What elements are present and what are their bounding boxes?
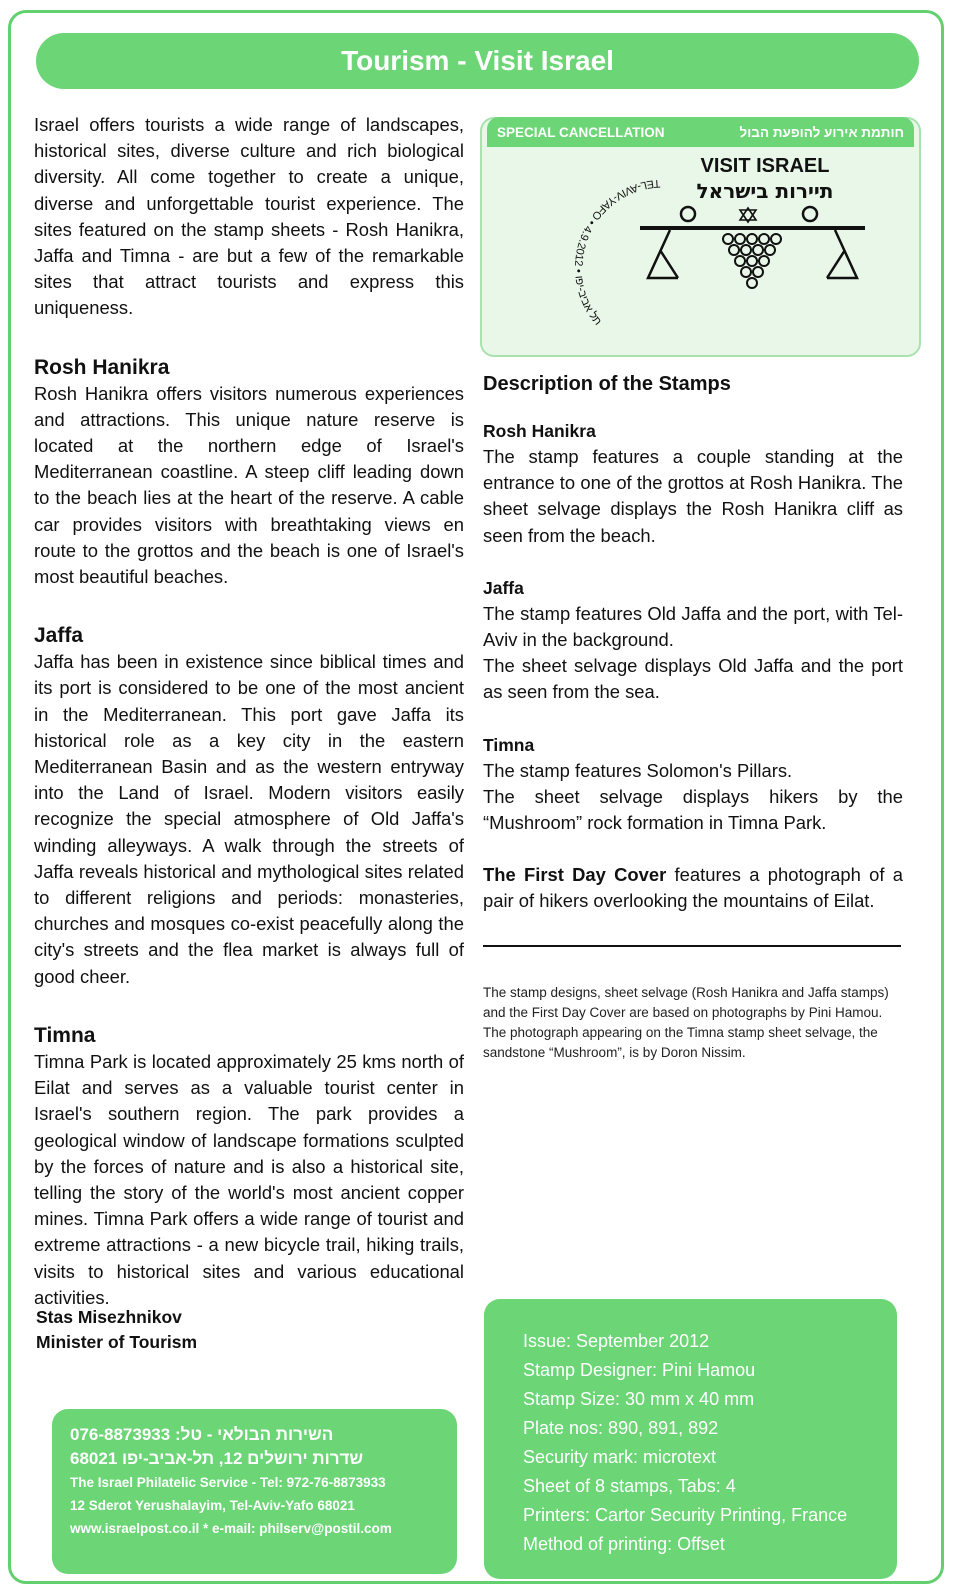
contact-english-phone: The Israel Philatelic Service - Tel: 972-76-8873933 xyxy=(70,1475,386,1490)
photo-credits: The stamp designs, sheet selvage (Rosh Hanikra and Jaffa stamps) and the First Day Cover are based on photographs by Pini Hamou. The photograph appearing on the Timna stamp sheet selvage, the sandstone “Mushroom”, is by Doron Nissim. xyxy=(483,985,889,1060)
section-title-jaffa: Jaffa xyxy=(34,624,84,648)
postmark-ring-text: TEL-AVIV-YAFO • 4.9.2012 • תל אביב-יפו xyxy=(571,176,661,328)
first-day-cover-text xyxy=(483,862,903,914)
description-title: Description of the Stamps xyxy=(483,373,731,395)
postmark-visit-hebrew: תיירות בישראל xyxy=(696,179,834,203)
signature-name: Stas Misezhnikov xyxy=(36,1307,182,1327)
desc-text-rosh-hanikra: The stamp features a couple standing at the entrance to one of the grottos at Rosh Hanikra. The sheet selvage displays the Rosh Hanikra cliff as seen from the beach. xyxy=(483,446,903,546)
desc-title-timna: Timna xyxy=(483,734,535,755)
section-text-rosh-hanikra: Rosh Hanikra offers visitors numerous experiences and attractions. This unique nature reserve is located at the northern edge of Israel's Mediterranean coastline. A steep cliff leading down to the beach lies at the heart of the reserve. A cable car provides visitors with breathtaking views en route to the grottos and the beach is one of Israel's most beautiful beaches. xyxy=(34,382,464,588)
info-printers: Printers: Cartor Security Printing, France xyxy=(523,1505,848,1525)
section-text-timna: Timna Park is located approximately 25 kms north of Eilat and serves as a valuable tourist center in Israel's southern region. The park provides a geological window of landscape formations sculpted by the forces of nature and is also a historical site, telling the story of the world's most ancient copper mines. Timna Park offers a wide range of tourist and extreme attractions - a new bicycle trail, hiking trails, visits to historical sites and various educational activities. xyxy=(34,1050,464,1308)
contact-box xyxy=(52,1409,457,1574)
info-issue: Issue: September 2012 xyxy=(523,1331,710,1351)
desc-text-jaffa-selvage: The sheet selvage displays Old Jaffa and the port as seen from the sea. xyxy=(483,655,903,703)
section-title-rosh-hanikra: Rosh Hanikra xyxy=(34,355,170,379)
intro-paragraph: Israel offers tourists a wide range of landscapes, historical sites, diverse culture and rich biological diversity. All come together to create a unique, diverse and unforgettable tourist experience. The sites featured on the stamp sheets - Rosh Hanikra, Jaffa and Timna - are but a few of the remarkable sites that attract tourists and express this uniqueness. xyxy=(34,114,464,319)
technical-details-box xyxy=(484,1299,897,1579)
first-day-cover-label: The First Day Cover xyxy=(483,864,667,886)
page-title: Tourism - Visit Israel xyxy=(341,45,614,76)
cancellation-label-hebrew: חותמת אירוע להופעת הבול xyxy=(739,124,904,140)
contact-web-email[interactable]: www.israelpost.co.il * e-mail: philserv@postil.com xyxy=(70,1521,392,1536)
right-column xyxy=(483,368,903,915)
special-cancellation-label xyxy=(487,117,914,147)
header-banner xyxy=(36,33,919,89)
section-text-jaffa: Jaffa has been in existence since biblical times and its port is considered to be one of the most ancient in the Mediterranean. This port gave Jaffa its historical role as a key city in the eastern Mediterranean Basin and as the western entryway into the Land of Israel. Modern visitors easily recognize the special atmosphere of Old Jaffa's winding alleyways. A walk through the streets of Jaffa reveals historical and mythological sites related to different religions and periods: monasteries, churches and mosques co-exist peacefully along the city's streets and the flea market is always full of good cheer. xyxy=(34,651,464,987)
desc-text-timna-selvage: The sheet selvage displays hikers by the “Mushroom” rock formation in Timna Park. xyxy=(483,785,903,834)
info-plates: Plate nos: 890, 891, 892 xyxy=(523,1418,719,1438)
cancellation-postmark xyxy=(560,150,890,350)
info-size: Stamp Size: 30 mm x 40 mm xyxy=(523,1389,755,1409)
desc-text-timna-stamp: The stamp features Solomon's Pillars. xyxy=(483,759,793,781)
info-sheet: Sheet of 8 stamps, Tabs: 4 xyxy=(523,1476,736,1496)
contact-hebrew-phone: השירות הבולאי - טל: 076-8873933 xyxy=(70,1425,334,1444)
contact-english-address: 12 Sderot Yerushalayim, Tel-Aviv-Yafo 68021 xyxy=(70,1498,355,1513)
signature-role: Minister of Tourism xyxy=(36,1332,198,1352)
postmark-visit-english: VISIT ISRAEL xyxy=(700,155,830,177)
desc-text-jaffa-stamp: The stamp features Old Jaffa and the port, with Tel-Aviv in the background. xyxy=(483,602,903,651)
info-designer: Stamp Designer: Pini Hamou xyxy=(523,1360,756,1380)
info-security: Security mark: microtext xyxy=(523,1447,717,1467)
desc-title-rosh-hanikra: Rosh Hanikra xyxy=(483,421,596,441)
desc-title-jaffa: Jaffa xyxy=(483,577,524,598)
contact-hebrew-address: שדרות ירושלים 12, תל-אביב-יפו 68021 xyxy=(70,1449,364,1468)
first-day-cover-description: features a photograph of a pair of hikers overlooking the mountains of Eilat. xyxy=(483,864,903,912)
divider-line xyxy=(483,945,901,947)
left-column xyxy=(34,112,464,1311)
postmark-emblem xyxy=(640,207,865,288)
cancellation-label-english: SPECIAL CANCELLATION xyxy=(497,124,665,140)
info-method: Method of printing: Offset xyxy=(523,1534,725,1554)
section-title-timna: Timna xyxy=(34,1023,96,1047)
signature xyxy=(36,1305,197,1355)
